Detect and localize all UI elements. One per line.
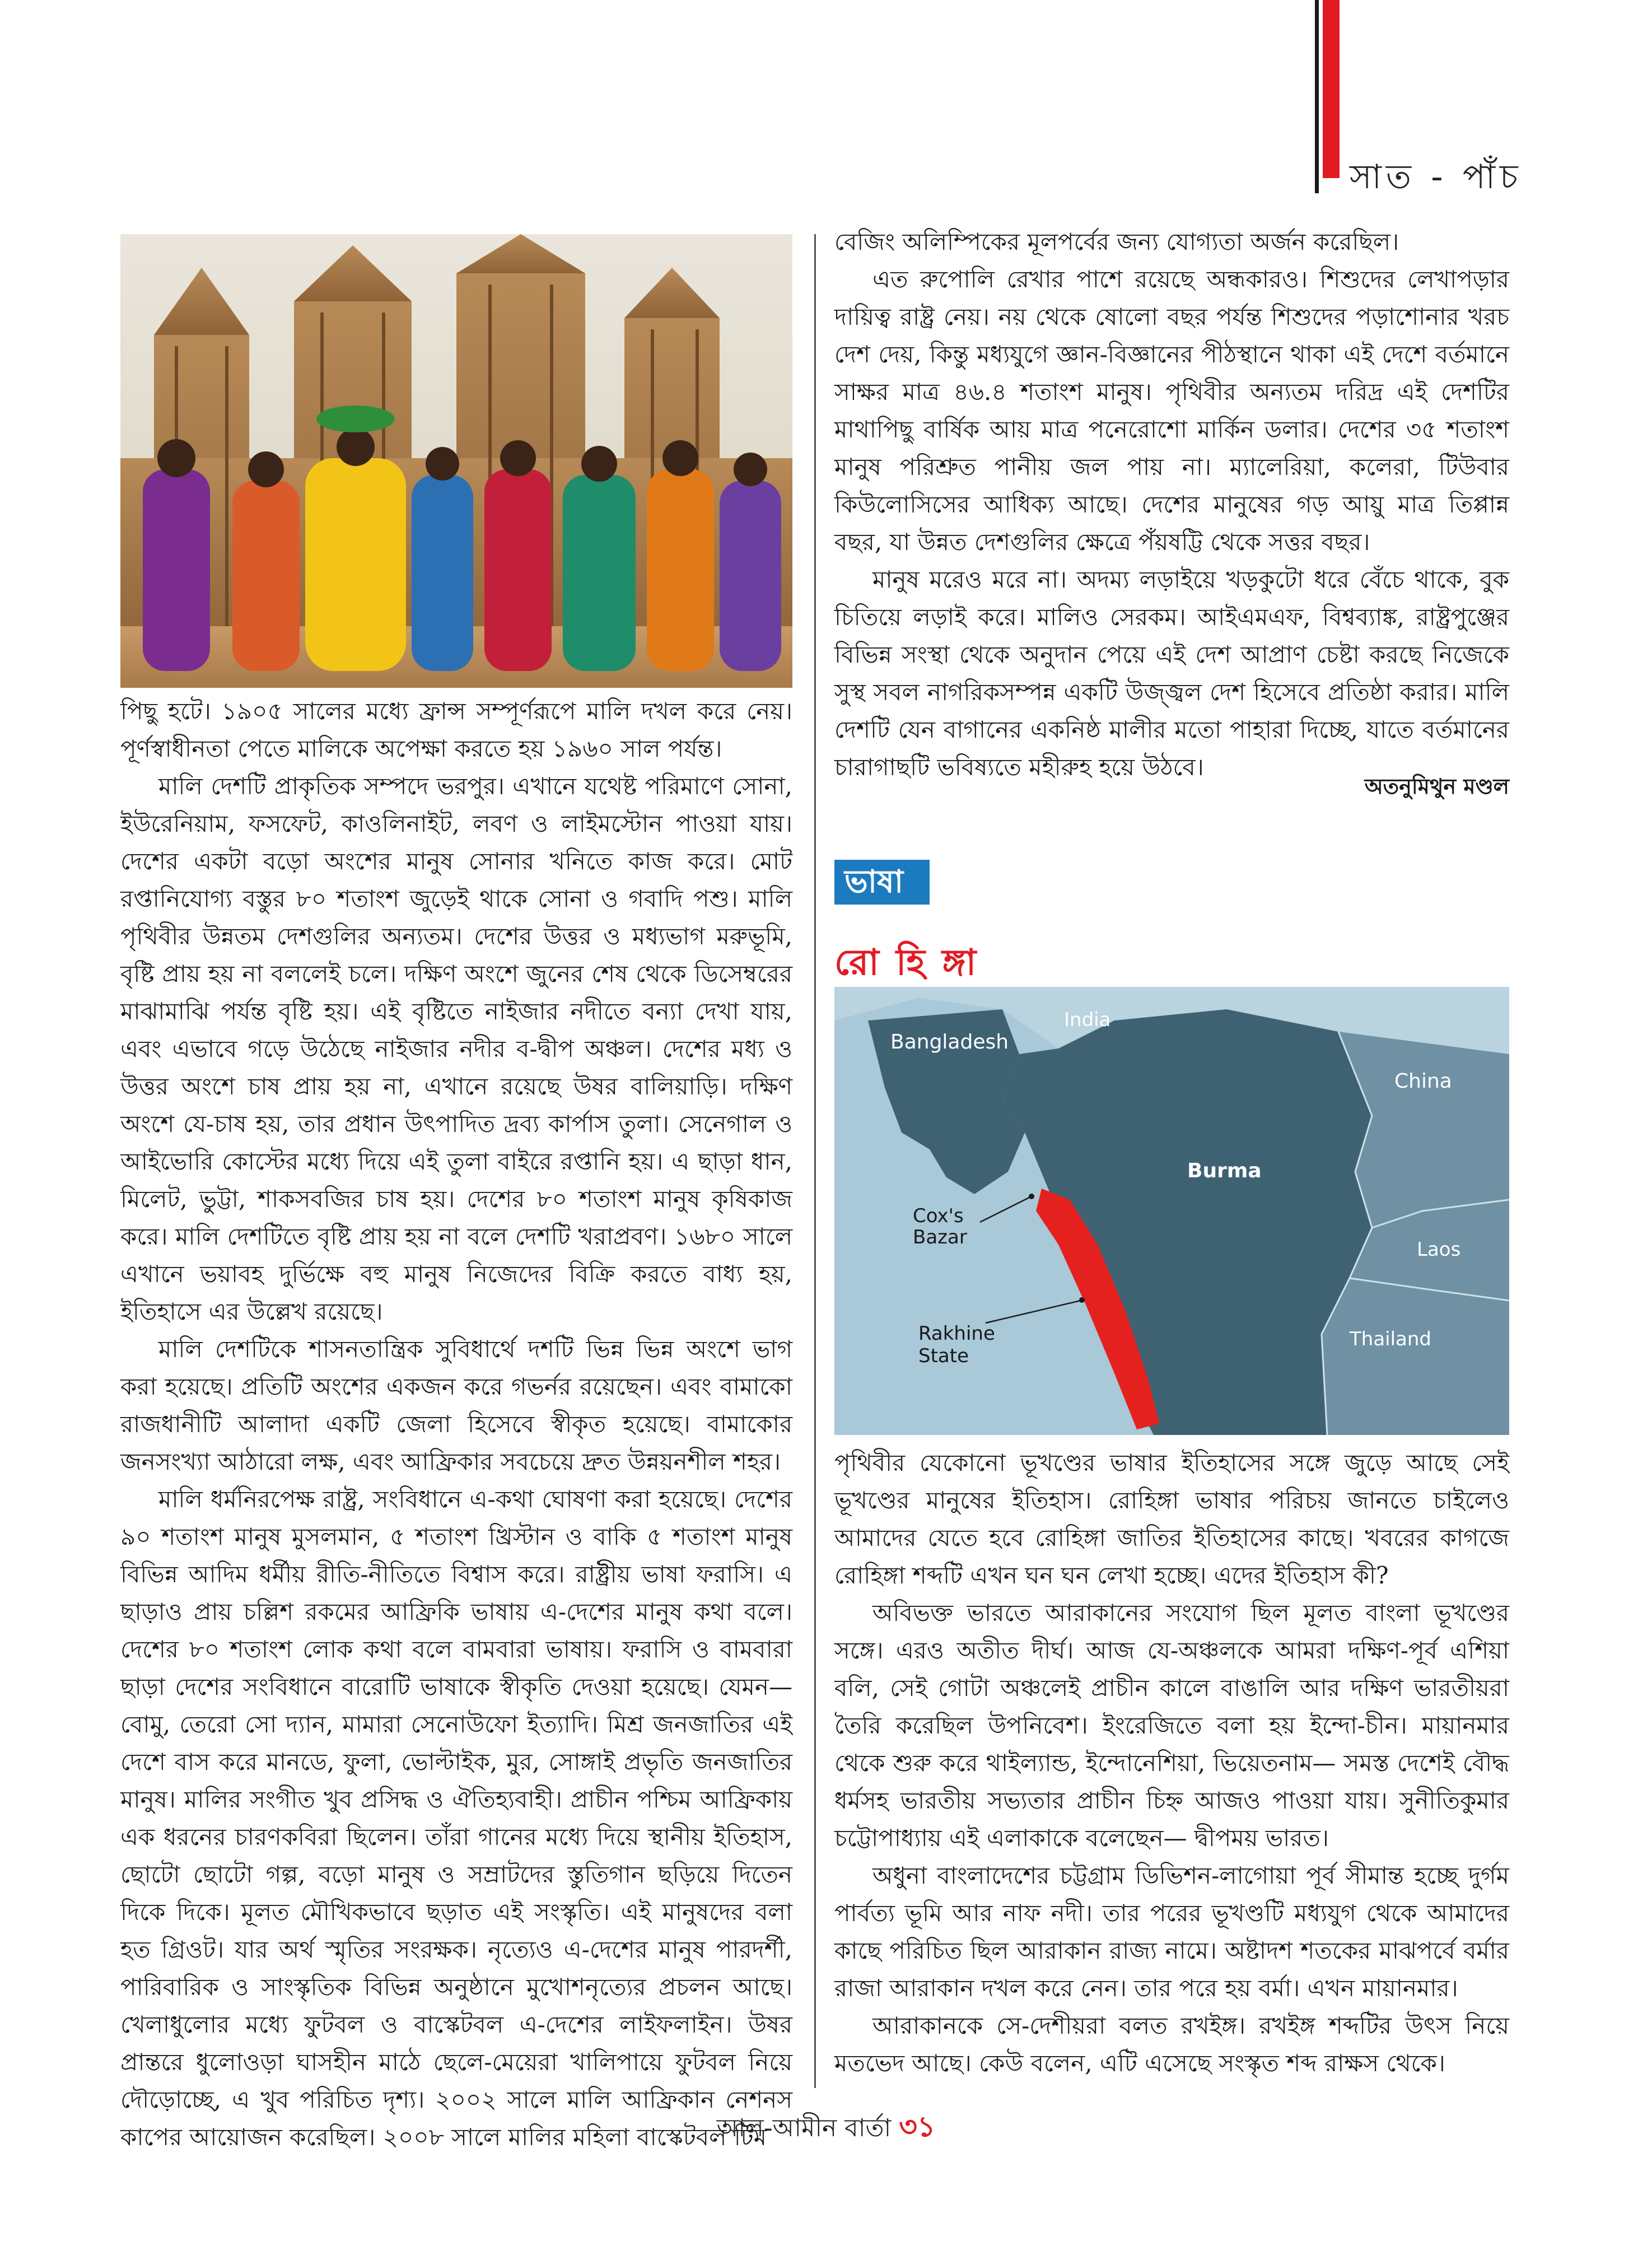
map-label-bangladesh: Bangladesh (890, 1031, 1009, 1054)
right-column-top-text (834, 223, 1509, 786)
page-number: ৩১ (899, 2110, 936, 2143)
map-label-rakhine-2: State (918, 1345, 969, 1367)
section-label: সাত - পাঁচ (1350, 157, 1523, 197)
map-label-laos: Laos (1417, 1238, 1461, 1261)
right-top-paragraph-2: এত রুপোলি রেখার পাশে রয়েছে অন্ধকারও। শিশুদের লেখাপড়ার দায়িত্ব রাষ্ট্র নেয়। নয় থেকে ষোলো বছর পর্যন্ত শিশুদের পড়াশোনার খরচ দেশ দেয়, কিন্তু মধ্যযুগে জ্ঞান-বিজ্ঞানের পীঠস্থানে থাকা এই দেশে বর্তমানে সাক্ষর মাত্র ৪৬.৪ শতাংশ মানুষ। পৃথিবীর অন্যতম দরিদ্র এই দেশটির মাথাপিছু বার্ষিক আয় মাত্র পনেরোশো মার্কিন ডলার। দেশের ৩৫ শতাংশ মানুষ পরিশ্রুত পানীয় জল পায় না। ম্যালেরিয়া, কলেরা, টিউবার কিউলোসিসের আধিক্য আছে। দেশের মানুষের গড় আয়ু মাত্র তিপ্পান্ন বছর, যা উন্নত দেশগুলির ক্ষেত্রে পঁয়ষট্টি থেকে সত্তর বছর। (834, 265, 1509, 556)
map-label-coxs-bazar-1: Cox's (913, 1205, 964, 1227)
rohingya-region-map (834, 987, 1509, 1435)
header-red-tab (1323, 0, 1340, 178)
author-byline: অতনুমিথুন মণ্ডল (1364, 774, 1509, 799)
map-label-burma: Burma (1187, 1159, 1262, 1182)
left-column-text (120, 692, 792, 2156)
right-bottom-paragraph-3: অধুনা বাংলাদেশের চট্টগ্রাম ডিভিশন-লাগোয়া পূর্ব সীমান্ত হচ্ছে দুর্গম পার্বত্য ভূমি আর নাফ নদী। তার পরের ভূখণ্ডটি মধ্যযুগ থেকে আমাদের কাছে পরিচিত ছিল আরাকান রাজ্য নামে। অষ্টাদশ শতকের মাঝপর্বে বর্মার রাজা আরাকান দখল করে নেন। তার পরে হয় বর্মা। এখন মায়ানমার। (834, 1862, 1509, 2002)
left-paragraph-2: মালি দেশটি প্রাকৃতিক সম্পদে ভরপুর। এখানে যথেষ্ট পরিমাণে সোনা, ইউরেনিয়াম, ফসফেট, কাওলিনাইট, লবণ ও লাইমস্টোন পাওয়া যায়। দেশের একটা বড়ো অংশের মানুষ সোনার খনিতে কাজ করে। মোট রপ্তানিযোগ্য বস্তুর ৮০ শতাংশ জুড়েই থাকে সোনা ও গবাদি পশু। মালি পৃথিবীর উন্নতম দেশগুলির অন্যতম। দেশের উত্তর ও মধ্যভাগ মরুভূমি, বৃষ্টি প্রায় হয় না বললেই চলে। দক্ষিণ অংশে জুনের শেষ থেকে ডিসেম্বরের মাঝামাঝি পর্যন্ত বৃষ্টি হয়। এই বৃষ্টিতে নাইজার নদীতে বন্যা দেখা যায়, এবং এভাবে গড়ে উঠেছে নাইজার নদীর ব-দ্বীপ অঞ্চল। দেশের মধ্য ও উত্তর অংশে চাষ প্রায় হয় না, এখানে রয়েছে উষর বালিয়াড়ি। দক্ষিণ অংশে যে-চাষ হয়, তার প্রধান উৎপাদিত দ্রব্য কার্পাস তুলা। সেনেগাল ও আইভোরি কোস্টের মধ্যে দিয়ে এই তুলা বাইরে রপ্তানি হয়। এ ছাড়া ধান, মিলেট, ভুট্টা, শাকসবজির চাষ হয়। দেশের ৮০ শতাংশ মানুষ কৃষিকাজ করে। মালি দেশটিতে বৃষ্টি প্রায় হয় না বলে দেশটি খরাপ্রবণ। ১৬৮০ সালে এখানে ভয়াবহ দুর্ভিক্ষে বহু মানুষ নিজেদের বিক্রি করতে বাধ্য হয়, ইতিহাসে এর উল্লেখ রয়েছে। (120, 772, 792, 1325)
page-footer (0, 2106, 1652, 2152)
right-bottom-paragraph-4: আরাকানকে সে-দেশীয়রা বলত রখইঙ্গ। রখইঙ্গ শব্দটির উৎস নিয়ে মতভেদ আছে। কেউ বলেন, এটি এসেছে সংস্কৃত শব্দ রাক্ষস থেকে। (834, 2012, 1509, 2077)
map-label-china: China (1394, 1070, 1452, 1093)
right-top-paragraph-3: মানুষ মরেও মরে না। অদম্য লড়াইয়ে খড়কুটো ধরে বেঁচে থাকে, বুক চিতিয়ে লড়াই করে। মালিও সেরকম। আইএমএফ, বিশ্বব্যাঙ্ক, রাষ্ট্রপুঞ্জের বিভিন্ন সংস্থা থেকে অনুদান পেয়ে এই দেশ আপ্রাণ চেষ্টা করছে নিজেকে সুস্থ সবল নাগরিকসম্পন্ন একটি উজ্জ্বল দেশ হিসেবে প্রতিষ্ঠা করার। মালি দেশটি যেন বাগানের একনিষ্ঠ মালীর মতো পাহারা দিচ্ছে, যাতে বর্তমানের চারাগাছটি ভবিষ্যতে মহীরুহ হয়ে উঠবে। (834, 566, 1509, 781)
right-column-bottom-text (834, 1444, 1509, 2082)
map-label-coxs-bazar-2: Bazar (913, 1226, 967, 1248)
left-paragraph-1: পিছু হটে। ১৯০৫ সালের মধ্যে ফ্রান্স সম্পূর্ণরূপে মালি দখল করে নেয়। পূর্ণস্বাধীনতা পেতে মালিকে অপেক্ষা করতে হয় ১৯৬০ সাল পর্যন্ত। (120, 697, 792, 762)
header-divider-line (1315, 0, 1319, 193)
article-title: রো হি ঙ্গা (834, 942, 979, 984)
column-divider (814, 234, 816, 2088)
map-label-rakhine-1: Rakhine (918, 1322, 995, 1345)
map-label-india: India (1064, 1009, 1111, 1031)
right-bottom-paragraph-2: অবিভক্ত ভারতে আরাকানের সংযোগ ছিল মূলত বাংলা ভূখণ্ডের সঙ্গে। এরও অতীত দীর্ঘ। আজ যে-অঞ্চলকে আমরা দক্ষিণ-পূর্ব এশিয়া বলি, সেই গোটা অঞ্চলেই প্রাচীন কালে বাঙালি আর দক্ষিণ ভারতীয়রা তৈরি করেছিল উপনিবেশ। ইংরেজিতে বলা হয় ইন্দো-চীন। মায়ানমার থেকে শুরু করে থাইল্যান্ড, ইন্দোনেশিয়া, ভিয়েতনাম— সমস্ত দেশেই বৌদ্ধ ধর্মসহ ভারতীয় সভ্যতার প্রাচীন চিহ্ন আজও পাওয়া যায়। সুনীতিকুমার চট্টোপাধ্যায় এই এলাকাকে বলেছেন— দ্বীপময় ভারত। (834, 1599, 1509, 1852)
left-paragraph-3: মালি দেশটিকে শাসনতান্ত্রিক সুবিধার্থে দশটি ভিন্ন ভিন্ন অংশে ভাগ করা হয়েছে। প্রতিটি অংশের একজন করে গভর্নর রয়েছেন। এবং বামাকো রাজধানীটি আলাদা একটি জেলা হিসেবে স্বীকৃত হয়েছে। বামাকোর জনসংখ্যা আঠারো লক্ষ, এবং আফ্রিকার সবচেয়ে দ্রুত উন্নয়নশীল শহর। (120, 1335, 792, 1475)
map-label-thailand: Thailand (1350, 1328, 1432, 1350)
right-bottom-paragraph-1: পৃথিবীর যেকোনো ভূখণ্ডের ভাষার ইতিহাসের সঙ্গে জুড়ে আছে সেই ভূখণ্ডের মানুষের ইতিহাস। রোহিঙ্গা ভাষার পরিচয় জানতে চাইলেও আমাদের যেতে হবে রোহিঙ্গা জাতির ইতিহাসের কাছে। খবরের কাগজে রোহিঙ্গা শব্দটি এখন ঘন ঘন লেখা হচ্ছে। এদের ইতিহাস কী? (834, 1449, 1509, 1589)
mali-mosque-photo (120, 234, 792, 688)
section-badge: ভাষা (834, 860, 930, 905)
left-paragraph-4: মালি ধর্মনিরপেক্ষ রাষ্ট্র, সংবিধানে এ-কথা ঘোষণা করা হয়েছে। দেশের ৯০ শতাংশ মানুষ মুসলমান, ৫ শতাংশ খ্রিস্টান ও বাকি ৫ শতাংশ মানুষ বিভিন্ন আদিম ধর্মীয় রীতি-নীতিতে বিশ্বাস করে। রাষ্ট্রীয় ভাষা ফরাসি। এ ছাড়াও প্রায় চল্লিশ রকমের আফ্রিকি ভাষায় এ-দেশের মানুষ কথা বলে। দেশের ৮০ শতাংশ লোক কথা বলে বামবারা ভাষায়। ফরাসি ও বামবারা ছাড়া দেশের সংবিধানে বারোটি ভাষাকে স্বীকৃতি দেওয়া হয়েছে। যেমন— বোমু, তেরো সো দ্যান, মামারা সেনোউফো ইত্যাদি। মিশ্র জনজাতির এই দেশে বাস করে মানডে, ফুলা, ভোল্টাইক, মুর, সোঙ্গাই প্রভৃতি জনজাতির মানুষ। মালির সংগীত খুব প্রসিদ্ধ ও ঐতিহ্যবাহী। প্রাচীন পশ্চিম আফ্রিকায় এক ধরনের চারণকবিরা ছিলেন। তাঁরা গানের মধ্যে দিয়ে স্থানীয় ইতিহাস, ছোটো ছোটো গল্প, বড়ো মানুষ ও সম্রাটদের স্তুতিগান ছড়িয়ে দিতেন দিকে দিকে। মূলত মৌখিকভাবে ছড়াত এই সংস্কৃতি। এই মানুষদের বলা হত গ্রিওট। যার অর্থ স্মৃতির সংরক্ষক। নৃত্যেও এ-দেশের মানুষ পারদর্শী, পারিবারিক ও সাংস্কৃতিক বিভিন্ন অনুষ্ঠানে মুখোশনৃত্যের প্রচলন আছে। খেলাধুলোর মধ্যে ফুটবল ও বাস্কেটবল এ-দেশের লাইফলাইন। উষর প্রান্তরে ধুলোওড়া ঘাসহীন মাঠে ছেলে-মেয়েরা খালিপায়ে ফুটবল নিয়ে দৌড়োচ্ছে, এ খুব পরিচিত দৃশ্য। ২০০২ সালে মালি আফ্রিকান নেশনস কাপের আয়োজন করেছিল। ২০০৮ সালে মালির মহিলা বাস্কেটবল টিম (120, 1485, 792, 2151)
right-top-paragraph-1: বেজিং অলিম্পিকের মূলপর্বের জন্য যোগ্যতা অর্জন করেছিল। (834, 228, 1399, 255)
magazine-name: আল-আমীন বার্তা (716, 2114, 892, 2142)
